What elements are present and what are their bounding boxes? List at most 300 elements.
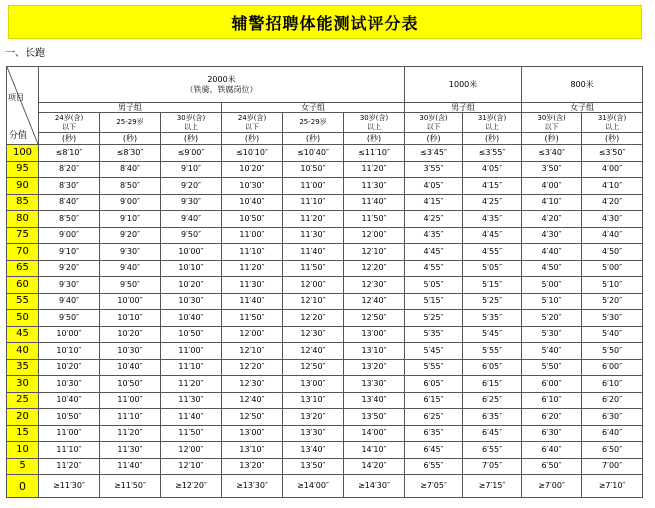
table-row (7, 425, 643, 442)
time-cell: 5′25″ (463, 293, 522, 310)
time-cell: 5′55″ (463, 343, 522, 360)
time-cell: 11′50″ (222, 310, 283, 327)
time-cell: 6′55″ (405, 458, 463, 475)
time-cell: 13′00″ (344, 326, 405, 343)
time-cell: 11′20″ (222, 260, 283, 277)
time-cell: 6′25″ (405, 409, 463, 426)
time-cell: 10′30″ (222, 178, 283, 195)
score-label: 分值 (9, 131, 28, 141)
time-cell: 9′50″ (100, 277, 161, 294)
time-cell: 5′15″ (405, 293, 463, 310)
time-cell: 9′20″ (100, 227, 161, 244)
table-row (7, 145, 643, 162)
project-label: 项目 (8, 93, 24, 102)
time-cell: 6′05″ (463, 359, 522, 376)
time-cell: ≥11′50″ (100, 475, 161, 498)
age-female-24-under (222, 113, 283, 133)
score-value: 90 (7, 178, 39, 195)
time-cell: 9′10″ (161, 161, 222, 178)
table-row (7, 211, 643, 228)
table-row (7, 260, 643, 277)
age-male-24-under (39, 113, 100, 133)
time-cell: 10′10″ (161, 260, 222, 277)
time-cell: 10′50″ (161, 326, 222, 343)
time-cell: 13′10″ (283, 392, 344, 409)
age-line: 30岁(含) (359, 114, 389, 123)
time-cell: 4′25″ (463, 194, 522, 211)
age-male-30-under (405, 113, 463, 133)
time-cell: ≤10′40″ (283, 145, 344, 162)
age-female-30-over (344, 113, 405, 133)
time-cell: 10′40″ (39, 392, 100, 409)
time-cell: 12′10″ (344, 244, 405, 261)
time-cell: 6′55″ (463, 442, 522, 459)
time-cell: 13′00″ (283, 376, 344, 393)
table-row (7, 343, 643, 360)
time-cell: 6′10″ (522, 392, 582, 409)
time-cell: 13′20″ (344, 359, 405, 376)
table-row (7, 409, 643, 426)
unit-cell: (秒) (405, 133, 463, 145)
table-row (7, 244, 643, 261)
time-cell: 4′30″ (522, 227, 582, 244)
age-line: 以上 (367, 122, 382, 131)
time-cell: 6′20″ (582, 392, 643, 409)
time-cell: 4′35″ (463, 211, 522, 228)
time-cell: 5′15″ (463, 277, 522, 294)
event-2000m-name: 2000米 (207, 74, 236, 84)
time-cell: 4′10″ (582, 178, 643, 195)
event-800m: 800米 (522, 67, 643, 103)
time-cell: 11′20″ (39, 458, 100, 475)
time-cell: ≤9′00″ (161, 145, 222, 162)
age-line: 31岁(含) (597, 114, 627, 123)
time-cell: 10′30″ (39, 376, 100, 393)
time-cell: 10′20″ (161, 277, 222, 294)
corner-header-cell (7, 67, 39, 145)
time-cell: ≤8′30″ (100, 145, 161, 162)
table-row (7, 310, 643, 327)
score-value: 85 (7, 194, 39, 211)
time-cell: 11′10″ (283, 194, 344, 211)
table-row (7, 194, 643, 211)
score-table (6, 66, 643, 498)
score-value: 15 (7, 425, 39, 442)
time-cell: 9′30″ (161, 194, 222, 211)
time-cell: 4′00″ (582, 161, 643, 178)
time-cell: 10′40″ (100, 359, 161, 376)
time-cell: 13′50″ (283, 458, 344, 475)
time-cell: 11′00″ (222, 227, 283, 244)
time-cell: 4′45″ (463, 227, 522, 244)
time-cell: 4′35″ (405, 227, 463, 244)
time-cell: 5′00″ (582, 260, 643, 277)
table-row (7, 475, 643, 498)
time-cell: 4′50″ (582, 244, 643, 261)
time-cell: 11′20″ (161, 376, 222, 393)
time-cell: 9′50″ (39, 310, 100, 327)
time-cell: 8′50″ (39, 211, 100, 228)
time-cell: 9′10″ (100, 211, 161, 228)
table-row (7, 161, 643, 178)
time-cell: 3′55″ (405, 161, 463, 178)
table-row (7, 376, 643, 393)
time-cell: 6′50″ (582, 442, 643, 459)
score-value: 25 (7, 392, 39, 409)
table-row (7, 326, 643, 343)
time-cell: ≥7′15″ (463, 475, 522, 498)
time-cell: ≤3′40″ (522, 145, 582, 162)
time-cell: 4′55″ (463, 244, 522, 261)
time-cell: 5′10″ (522, 293, 582, 310)
time-cell: 12′10″ (161, 458, 222, 475)
time-cell: 13′10″ (344, 343, 405, 360)
table-row (7, 392, 643, 409)
time-cell: 5′35″ (463, 310, 522, 327)
score-value: 60 (7, 277, 39, 294)
time-cell: 12′10″ (283, 293, 344, 310)
time-cell: 9′00″ (39, 227, 100, 244)
group-male-2000: 男子组 (39, 103, 222, 113)
score-value: 5 (7, 458, 39, 475)
time-cell: 9′50″ (161, 227, 222, 244)
time-cell: 6′25″ (463, 392, 522, 409)
unit-cell: (秒) (522, 133, 582, 145)
time-cell: 8′30″ (39, 178, 100, 195)
time-cell: 11′00″ (283, 178, 344, 195)
unit-cell: (秒) (161, 133, 222, 145)
time-cell: 11′30″ (222, 277, 283, 294)
time-cell: 10′10″ (39, 343, 100, 360)
unit-cell: (秒) (283, 133, 344, 145)
time-cell: 4′25″ (405, 211, 463, 228)
time-cell: 12′20″ (344, 260, 405, 277)
time-cell: 5′25″ (405, 310, 463, 327)
time-cell: 10′50″ (100, 376, 161, 393)
time-cell: 14′20″ (344, 458, 405, 475)
time-cell: 13′40″ (283, 442, 344, 459)
unit-cell: (秒) (582, 133, 643, 145)
event-1000m: 1000米 (405, 67, 522, 103)
unit-cell: (秒) (344, 133, 405, 145)
time-cell: 5′05″ (405, 277, 463, 294)
time-cell: ≥7′05″ (405, 475, 463, 498)
time-cell: 9′20″ (161, 178, 222, 195)
time-cell: 6′30″ (522, 425, 582, 442)
time-cell: 9′40″ (161, 211, 222, 228)
time-cell: 9′30″ (39, 277, 100, 294)
table-row (7, 293, 643, 310)
score-value: 100 (7, 145, 39, 162)
time-cell: 11′50″ (161, 425, 222, 442)
time-cell: 12′40″ (222, 392, 283, 409)
time-cell: 12′00″ (222, 326, 283, 343)
time-cell: 7′00″ (582, 458, 643, 475)
time-cell: 9′10″ (39, 244, 100, 261)
table-row (7, 458, 643, 475)
time-cell: 7′05″ (463, 458, 522, 475)
time-cell: 11′40″ (100, 458, 161, 475)
time-cell: 11′40″ (283, 244, 344, 261)
time-cell: 10′10″ (100, 310, 161, 327)
time-cell: 6′30″ (582, 409, 643, 426)
time-cell: ≥11′30″ (39, 475, 100, 498)
time-cell: 12′00″ (344, 227, 405, 244)
time-cell: 11′30″ (161, 392, 222, 409)
time-cell: 4′15″ (405, 194, 463, 211)
time-cell: 12′30″ (222, 376, 283, 393)
time-cell: ≤8′10″ (39, 145, 100, 162)
table-row (7, 227, 643, 244)
time-cell: 6′10″ (582, 376, 643, 393)
time-cell: ≤3′50″ (582, 145, 643, 162)
time-cell: 8′40″ (39, 194, 100, 211)
time-cell: 13′20″ (283, 409, 344, 426)
time-cell: 10′20″ (100, 326, 161, 343)
time-cell: 12′30″ (283, 326, 344, 343)
time-cell: 4′05″ (463, 161, 522, 178)
time-cell: 5′30″ (522, 326, 582, 343)
event-2000m-note: （铁骑、铁腐岗位） (185, 84, 258, 94)
time-cell: 4′55″ (405, 260, 463, 277)
time-cell: ≥14′00″ (283, 475, 344, 498)
age-line: 30岁(含) (419, 114, 448, 123)
time-cell: ≥14′30″ (344, 475, 405, 498)
time-cell: 4′50″ (522, 260, 582, 277)
age-line: 以上 (184, 122, 198, 131)
time-cell: ≥13′30″ (222, 475, 283, 498)
score-value: 75 (7, 227, 39, 244)
time-cell: 5′50″ (522, 359, 582, 376)
time-cell: 11′20″ (283, 211, 344, 228)
time-cell: 14′10″ (344, 442, 405, 459)
age-line: 以下 (62, 122, 76, 131)
time-cell: 11′30″ (344, 178, 405, 195)
time-cell: ≤3′55″ (463, 145, 522, 162)
age-male-30-over (161, 113, 222, 133)
time-cell: 11′00″ (100, 392, 161, 409)
time-cell: 4′40″ (582, 227, 643, 244)
time-cell: 10′00″ (39, 326, 100, 343)
time-cell: 12′50″ (222, 409, 283, 426)
age-line: 以下 (426, 122, 441, 131)
time-cell: 10′50″ (222, 211, 283, 228)
time-cell: 11′10″ (100, 409, 161, 426)
time-cell: 9′00″ (100, 194, 161, 211)
score-value: 45 (7, 326, 39, 343)
time-cell: 5′35″ (405, 326, 463, 343)
score-value: 95 (7, 161, 39, 178)
age-line: 25-29岁 (116, 118, 144, 127)
time-cell: 8′50″ (100, 178, 161, 195)
time-cell: 3′50″ (522, 161, 582, 178)
time-cell: 4′05″ (405, 178, 463, 195)
time-cell: 12′00″ (161, 442, 222, 459)
time-cell: 9′40″ (100, 260, 161, 277)
time-cell: ≤10′10″ (222, 145, 283, 162)
age-female-30-under (522, 113, 582, 133)
unit-cell: (秒) (39, 133, 100, 145)
age-line: 30岁(含) (537, 114, 566, 123)
table-row (7, 178, 643, 195)
time-cell: 10′40″ (222, 194, 283, 211)
time-cell: 5′00″ (522, 277, 582, 294)
time-cell: 13′30″ (344, 376, 405, 393)
time-cell: 4′45″ (405, 244, 463, 261)
time-cell: 13′10″ (222, 442, 283, 459)
time-cell: 9′40″ (39, 293, 100, 310)
time-cell: 8′20″ (39, 161, 100, 178)
time-cell: 11′40″ (222, 293, 283, 310)
time-cell: 12′40″ (283, 343, 344, 360)
time-cell: 13′50″ (344, 409, 405, 426)
age-line: 以下 (245, 122, 259, 131)
group-female-2000: 女子组 (222, 103, 405, 113)
page-title: 辅警招聘体能测试评分表 (8, 5, 642, 39)
time-cell: 5′40″ (582, 326, 643, 343)
time-cell: 4′00″ (522, 178, 582, 195)
time-cell: 6′15″ (463, 376, 522, 393)
time-cell: 6′40″ (582, 425, 643, 442)
time-cell: 11′10″ (39, 442, 100, 459)
time-cell: 6′00″ (582, 359, 643, 376)
group-male-1000: 男子组 (405, 103, 522, 113)
time-cell: 4′15″ (463, 178, 522, 195)
time-cell: 6′45″ (405, 442, 463, 459)
time-cell: 4′20″ (522, 211, 582, 228)
unit-cell: (秒) (463, 133, 522, 145)
time-cell: ≥12′20″ (161, 475, 222, 498)
time-cell: 6′50″ (522, 458, 582, 475)
time-cell: 4′20″ (582, 194, 643, 211)
time-cell: 10′00″ (100, 293, 161, 310)
time-cell: 10′20″ (222, 161, 283, 178)
time-cell: 14′00″ (344, 425, 405, 442)
score-value: 10 (7, 442, 39, 459)
time-cell: 6′05″ (405, 376, 463, 393)
unit-cell: (秒) (222, 133, 283, 145)
time-cell: 13′00″ (222, 425, 283, 442)
time-cell: 10′30″ (161, 293, 222, 310)
time-cell: 10′00″ (161, 244, 222, 261)
age-line: 以上 (605, 122, 620, 131)
time-cell: 6′15″ (405, 392, 463, 409)
time-cell: 10′40″ (161, 310, 222, 327)
score-value: 40 (7, 343, 39, 360)
time-cell: 11′30″ (100, 442, 161, 459)
age-line: 24岁(含) (237, 114, 267, 123)
time-cell: 11′50″ (283, 260, 344, 277)
time-cell: 11′00″ (161, 343, 222, 360)
time-cell: 11′40″ (344, 194, 405, 211)
time-cell: 12′30″ (344, 277, 405, 294)
time-cell: 6′20″ (522, 409, 582, 426)
time-cell: ≤3′45″ (405, 145, 463, 162)
time-cell: 8′40″ (100, 161, 161, 178)
time-cell: 5′30″ (582, 310, 643, 327)
time-cell: 6′35″ (405, 425, 463, 442)
score-value: 50 (7, 310, 39, 327)
time-cell: 13′40″ (344, 392, 405, 409)
time-cell: 6′35″ (463, 409, 522, 426)
time-cell: 5′05″ (463, 260, 522, 277)
time-cell: 10′50″ (39, 409, 100, 426)
time-cell: 12′20″ (283, 310, 344, 327)
time-cell: 6′40″ (522, 442, 582, 459)
time-cell: ≥7′00″ (522, 475, 582, 498)
time-cell: 5′45″ (463, 326, 522, 343)
score-value: 20 (7, 409, 39, 426)
score-value: 80 (7, 211, 39, 228)
time-cell: 9′20″ (39, 260, 100, 277)
time-cell: 13′30″ (283, 425, 344, 442)
time-cell: 6′45″ (463, 425, 522, 442)
time-cell: 11′30″ (283, 227, 344, 244)
time-cell: 11′10″ (161, 359, 222, 376)
time-cell: 12′10″ (222, 343, 283, 360)
table-row (7, 359, 643, 376)
age-male-25-29 (100, 113, 161, 133)
time-cell: 5′50″ (582, 343, 643, 360)
time-cell: 11′00″ (39, 425, 100, 442)
score-value: 30 (7, 376, 39, 393)
time-cell: 4′10″ (522, 194, 582, 211)
time-cell: ≥7′10″ (582, 475, 643, 498)
time-cell: 6′00″ (522, 376, 582, 393)
score-value: 65 (7, 260, 39, 277)
age-line: 以上 (485, 122, 500, 131)
time-cell: 12′00″ (283, 277, 344, 294)
time-cell: 12′20″ (222, 359, 283, 376)
score-value: 70 (7, 244, 39, 261)
time-cell: 5′20″ (522, 310, 582, 327)
time-cell: 11′40″ (161, 409, 222, 426)
section-heading: 一、长跑 (5, 48, 45, 59)
table-row (7, 277, 643, 294)
time-cell: 12′50″ (283, 359, 344, 376)
time-cell: 4′30″ (582, 211, 643, 228)
age-line: 25-29岁 (299, 118, 327, 127)
score-value: 35 (7, 359, 39, 376)
time-cell: 11′10″ (222, 244, 283, 261)
event-2000m (39, 67, 405, 103)
time-cell: 13′20″ (222, 458, 283, 475)
time-cell: 11′20″ (344, 161, 405, 178)
time-cell: 11′50″ (344, 211, 405, 228)
age-line: 31岁(含) (477, 114, 507, 123)
table-row (7, 442, 643, 459)
time-cell: 10′50″ (283, 161, 344, 178)
time-cell: 10′20″ (39, 359, 100, 376)
time-cell: 11′20″ (100, 425, 161, 442)
time-cell: 5′40″ (522, 343, 582, 360)
score-value: 55 (7, 293, 39, 310)
age-line: 30岁(含) (176, 114, 206, 123)
age-male-31-over (463, 113, 522, 133)
time-cell: 9′30″ (100, 244, 161, 261)
age-female-25-29 (283, 113, 344, 133)
time-cell: 12′50″ (344, 310, 405, 327)
time-cell: 10′30″ (100, 343, 161, 360)
time-cell: 5′20″ (582, 293, 643, 310)
time-cell: 12′40″ (344, 293, 405, 310)
age-line: 以下 (544, 122, 559, 131)
unit-cell: (秒) (100, 133, 161, 145)
age-female-31-over (582, 113, 643, 133)
time-cell: 5′55″ (405, 359, 463, 376)
time-cell: 5′45″ (405, 343, 463, 360)
time-cell: 5′10″ (582, 277, 643, 294)
